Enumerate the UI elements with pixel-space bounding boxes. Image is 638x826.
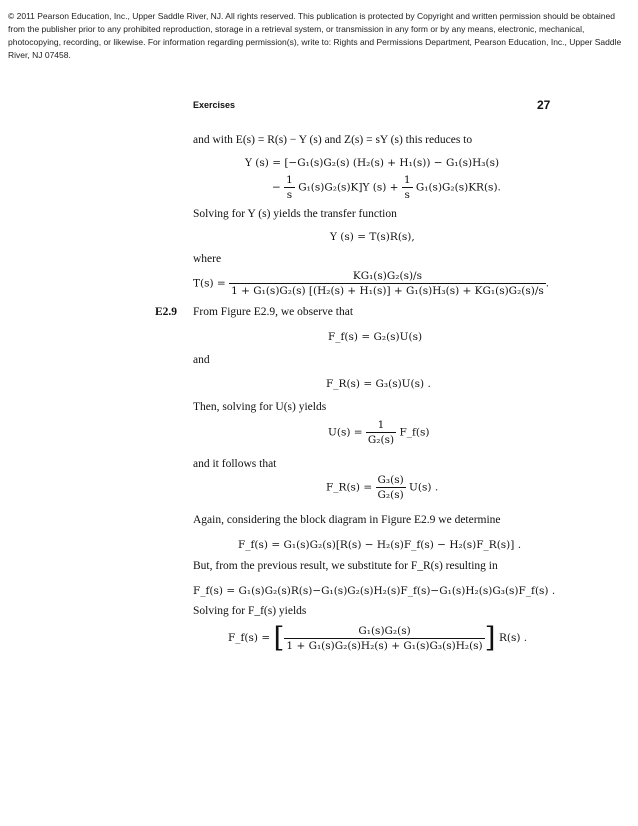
paragraph: Then, solving for U(s) yields xyxy=(193,401,327,413)
equation: F_R(s) = G₃(s)U(s) . xyxy=(326,378,431,390)
paragraph: But, from the previous result, we substitute for F_R(s) resulting in xyxy=(193,560,498,572)
equation: Y (s) = [−G₁(s)G₂(s) (H₂(s) + H₁(s)) − G₁(s)H₃(s) xyxy=(245,157,500,169)
equation: F_f(s) = G₁(s)G₂(s)[R(s) − H₂(s)F_f(s) − H₂(s)F_R(s)] . xyxy=(238,539,522,551)
paragraph: and with E(s) = R(s) − Y (s) and Z(s) = sY (s) this reduces to xyxy=(193,134,473,146)
equation: F_f(s) = G₂(s)U(s) xyxy=(328,331,423,343)
paragraph: and it follows that xyxy=(193,458,277,470)
running-header: Exercises xyxy=(193,100,236,110)
paragraph: where xyxy=(193,253,222,265)
equation: U(s) = $\frac{1}{\text{G₂(s)}}$ F_f(s) xyxy=(328,419,430,446)
equation: − $\frac{1}{s}$ G₁(s)G₂(s)K]Y (s) + $\frac{1}{s}$ G₁(s)G₂(s)KR(s). xyxy=(272,174,501,201)
paragraph: Solving for F_f(s) yields xyxy=(193,605,307,617)
paragraph: Again, considering the block diagram in Figure E2.9 we determine xyxy=(193,514,501,526)
equation: F_f(s) = [ $\frac{\text{G₁(s)G₂(s)}}{\text{1 + G₁(s)G₂(s)H₂(s) + G₁(s)G₃(s)H₂(s)}}$ ] R(s) . xyxy=(228,621,528,654)
paragraph: From Figure E2.9, we observe that xyxy=(193,306,354,318)
page-number: 27 xyxy=(537,98,551,112)
exercise-label: E2.9 xyxy=(155,306,178,318)
equation: Y (s) = T(s)R(s), xyxy=(330,231,415,243)
equation: F_R(s) = $\frac{\text{G₃(s)}}{\text{G₂(s)}}$ U(s) . xyxy=(326,474,439,501)
copyright-notice: © 2011 Pearson Education, Inc., Upper Saddle River, NJ. All rights reserved. This publication is protected by Copyright and written permission should be obtained from the publisher prior to any prohibited reproduction, storage in a retrieval system, or transmission in any form or by any means, electronic, mechanical, photocopying, recording, or likewise. For information regarding permission(s), write to: Rights and Permissions Department, Pearson Education, Inc., Upper Saddle River, NJ 07458. xyxy=(8,11,622,60)
paragraph: and xyxy=(193,354,210,366)
equation: T(s) = $\frac{\text{KG₁(s)G₂(s)/s}}{\text{1 + G₁(s)G₂(s) [(H₂(s) + H₁(s)] + G₁(s)H₃(s) + KG₁(s)G₂(s)/s}}$ . xyxy=(193,270,550,297)
paragraph: Solving for Y (s) yields the transfer function xyxy=(193,208,397,220)
equation: F_f(s) = G₁(s)G₂(s)R(s)−G₁(s)G₂(s)H₂(s)F_f(s)−G₁(s)H₂(s)G₃(s)F_f(s) . xyxy=(193,585,556,597)
